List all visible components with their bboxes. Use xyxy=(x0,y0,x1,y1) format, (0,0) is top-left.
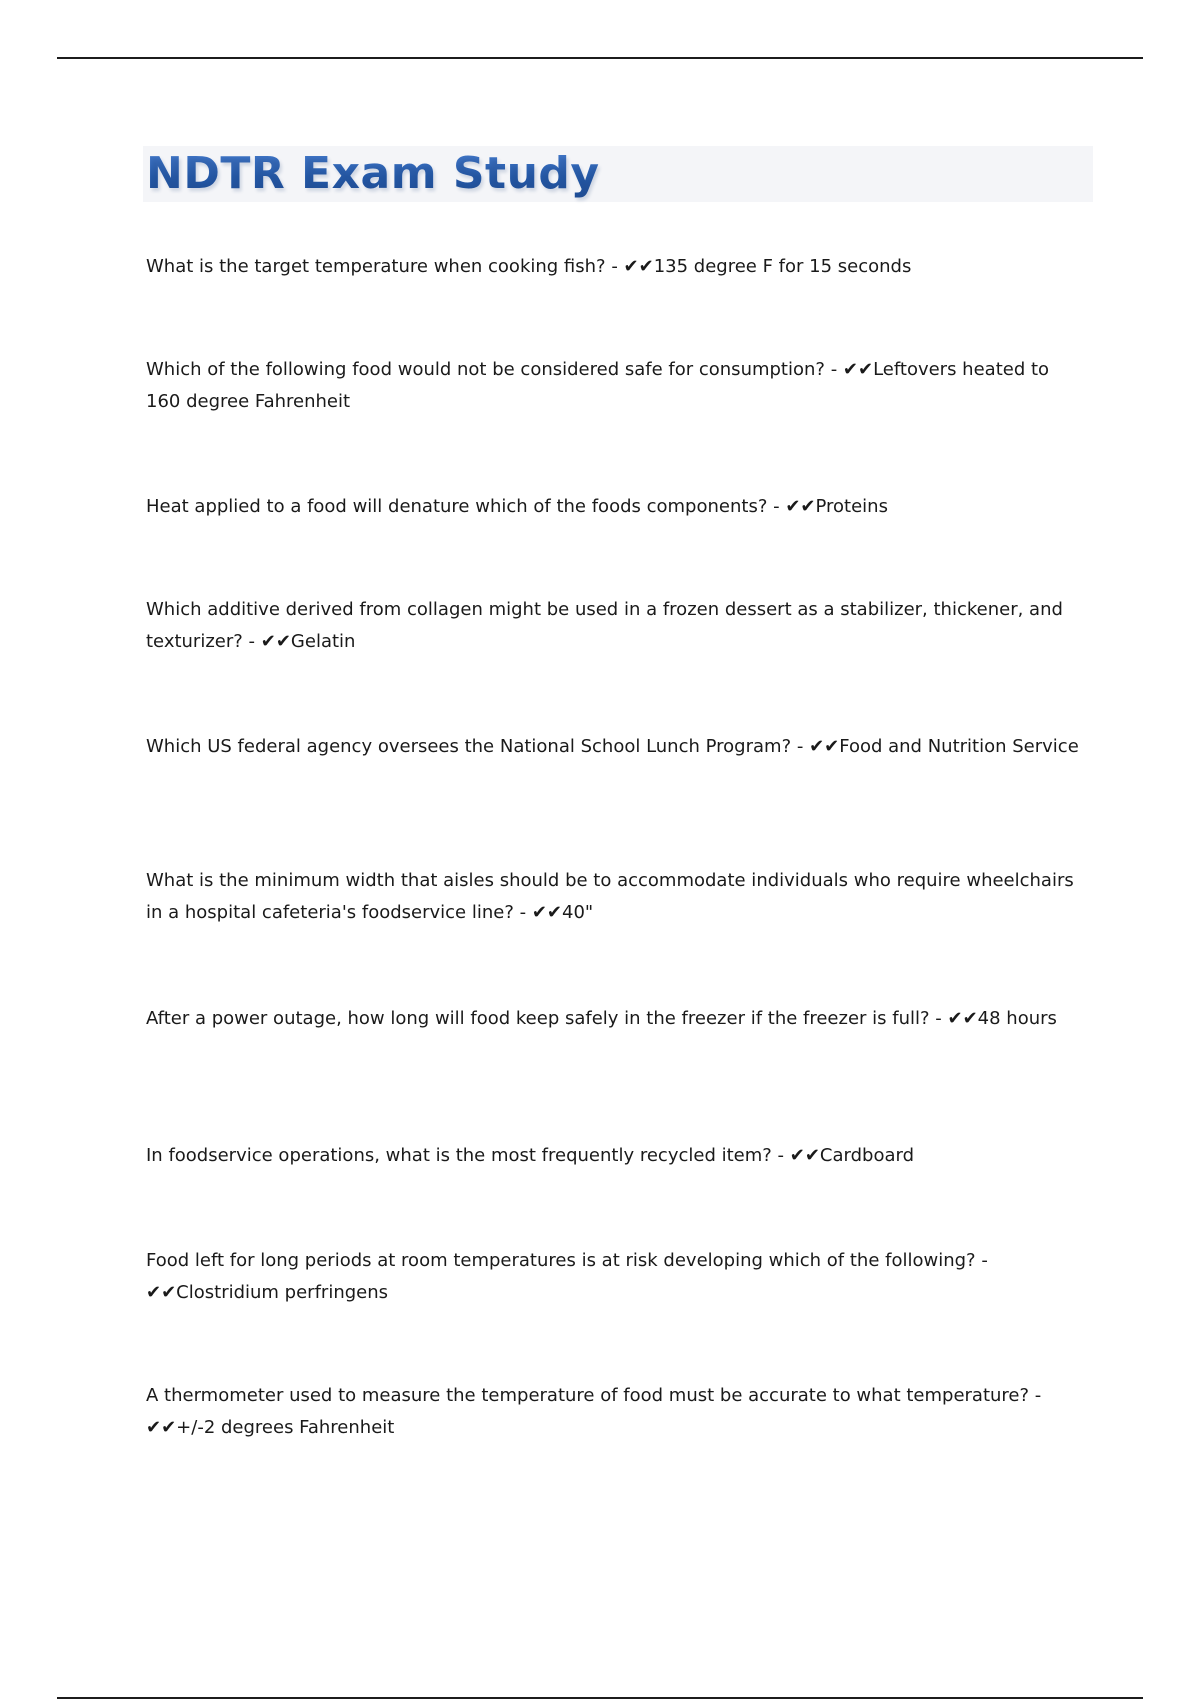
check-marks: - ✔✔ xyxy=(146,1385,1042,1438)
check-marks: - ✔✔ xyxy=(929,1008,978,1029)
check-marks: - ✔✔ xyxy=(513,902,563,923)
answer-text: 40" xyxy=(562,902,594,923)
check-marks: - ✔✔ xyxy=(771,1145,820,1166)
header-rule xyxy=(57,57,1143,59)
answer-text: Clostridium perfringens xyxy=(176,1282,389,1303)
question-text: Which US federal agency oversees the National School Lunch Program? xyxy=(146,736,792,757)
qa-item-9 xyxy=(146,1245,1086,1309)
qa-item-2 xyxy=(146,354,1086,418)
check-marks: - ✔✔ xyxy=(824,359,874,380)
answer-text: Leftovers heated to 160 degree Fahrenheit xyxy=(146,359,1050,412)
answer-text: Gelatin xyxy=(290,631,356,652)
answer-text: +/-2 degrees Fahrenheit xyxy=(176,1417,395,1438)
qa-item-4 xyxy=(146,594,1086,658)
question-text: Food left for long periods at room temperatures is at risk developing which of the following? xyxy=(146,1250,976,1271)
qa-item-7 xyxy=(146,1003,1086,1035)
answer-text: Food and Nutrition Service xyxy=(839,736,1079,757)
check-marks: - ✔✔ xyxy=(605,256,654,277)
question-text: What is the target temperature when cooking fish? xyxy=(146,256,606,277)
question-text: After a power outage, how long will food keep safely in the freezer if the freezer is full? xyxy=(146,1008,930,1029)
qa-item-10 xyxy=(146,1380,1086,1444)
check-marks: - ✔✔ xyxy=(767,496,816,517)
question-text: A thermometer used to measure the temperature of food must be accurate to what temperature? xyxy=(146,1385,1030,1406)
qa-item-8 xyxy=(146,1140,1086,1172)
answer-text: 135 degree F for 15 seconds xyxy=(653,256,912,277)
question-text: In foodservice operations, what is the most frequently recycled item? xyxy=(146,1145,772,1166)
answer-text: 48 hours xyxy=(977,1008,1057,1029)
qa-item-1 xyxy=(146,251,1086,283)
qa-item-5 xyxy=(146,731,1086,763)
answer-text: Proteins xyxy=(815,496,888,517)
question-text: Heat applied to a food will denature which of the foods components? xyxy=(146,496,768,517)
qa-item-3 xyxy=(146,491,1086,523)
question-text: What is the minimum width that aisles should be to accommodate individuals who require wheelchairs in a hospital cafeteria's foodservice line? xyxy=(146,870,1074,923)
check-marks: - ✔✔ xyxy=(146,1250,988,1303)
question-text: Which of the following food would not be considered safe for consumption? xyxy=(146,359,825,380)
check-marks: - ✔✔ xyxy=(791,736,840,757)
check-marks: - ✔✔ xyxy=(242,631,291,652)
footer-rule xyxy=(57,1697,1143,1699)
answer-text: Cardboard xyxy=(819,1145,915,1166)
question-text: Which additive derived from collagen might be used in a frozen dessert as a stabilizer, thickener, and texturizer? xyxy=(146,599,1063,652)
qa-item-6 xyxy=(146,865,1086,929)
document-title: NDTR Exam Study xyxy=(146,146,600,202)
